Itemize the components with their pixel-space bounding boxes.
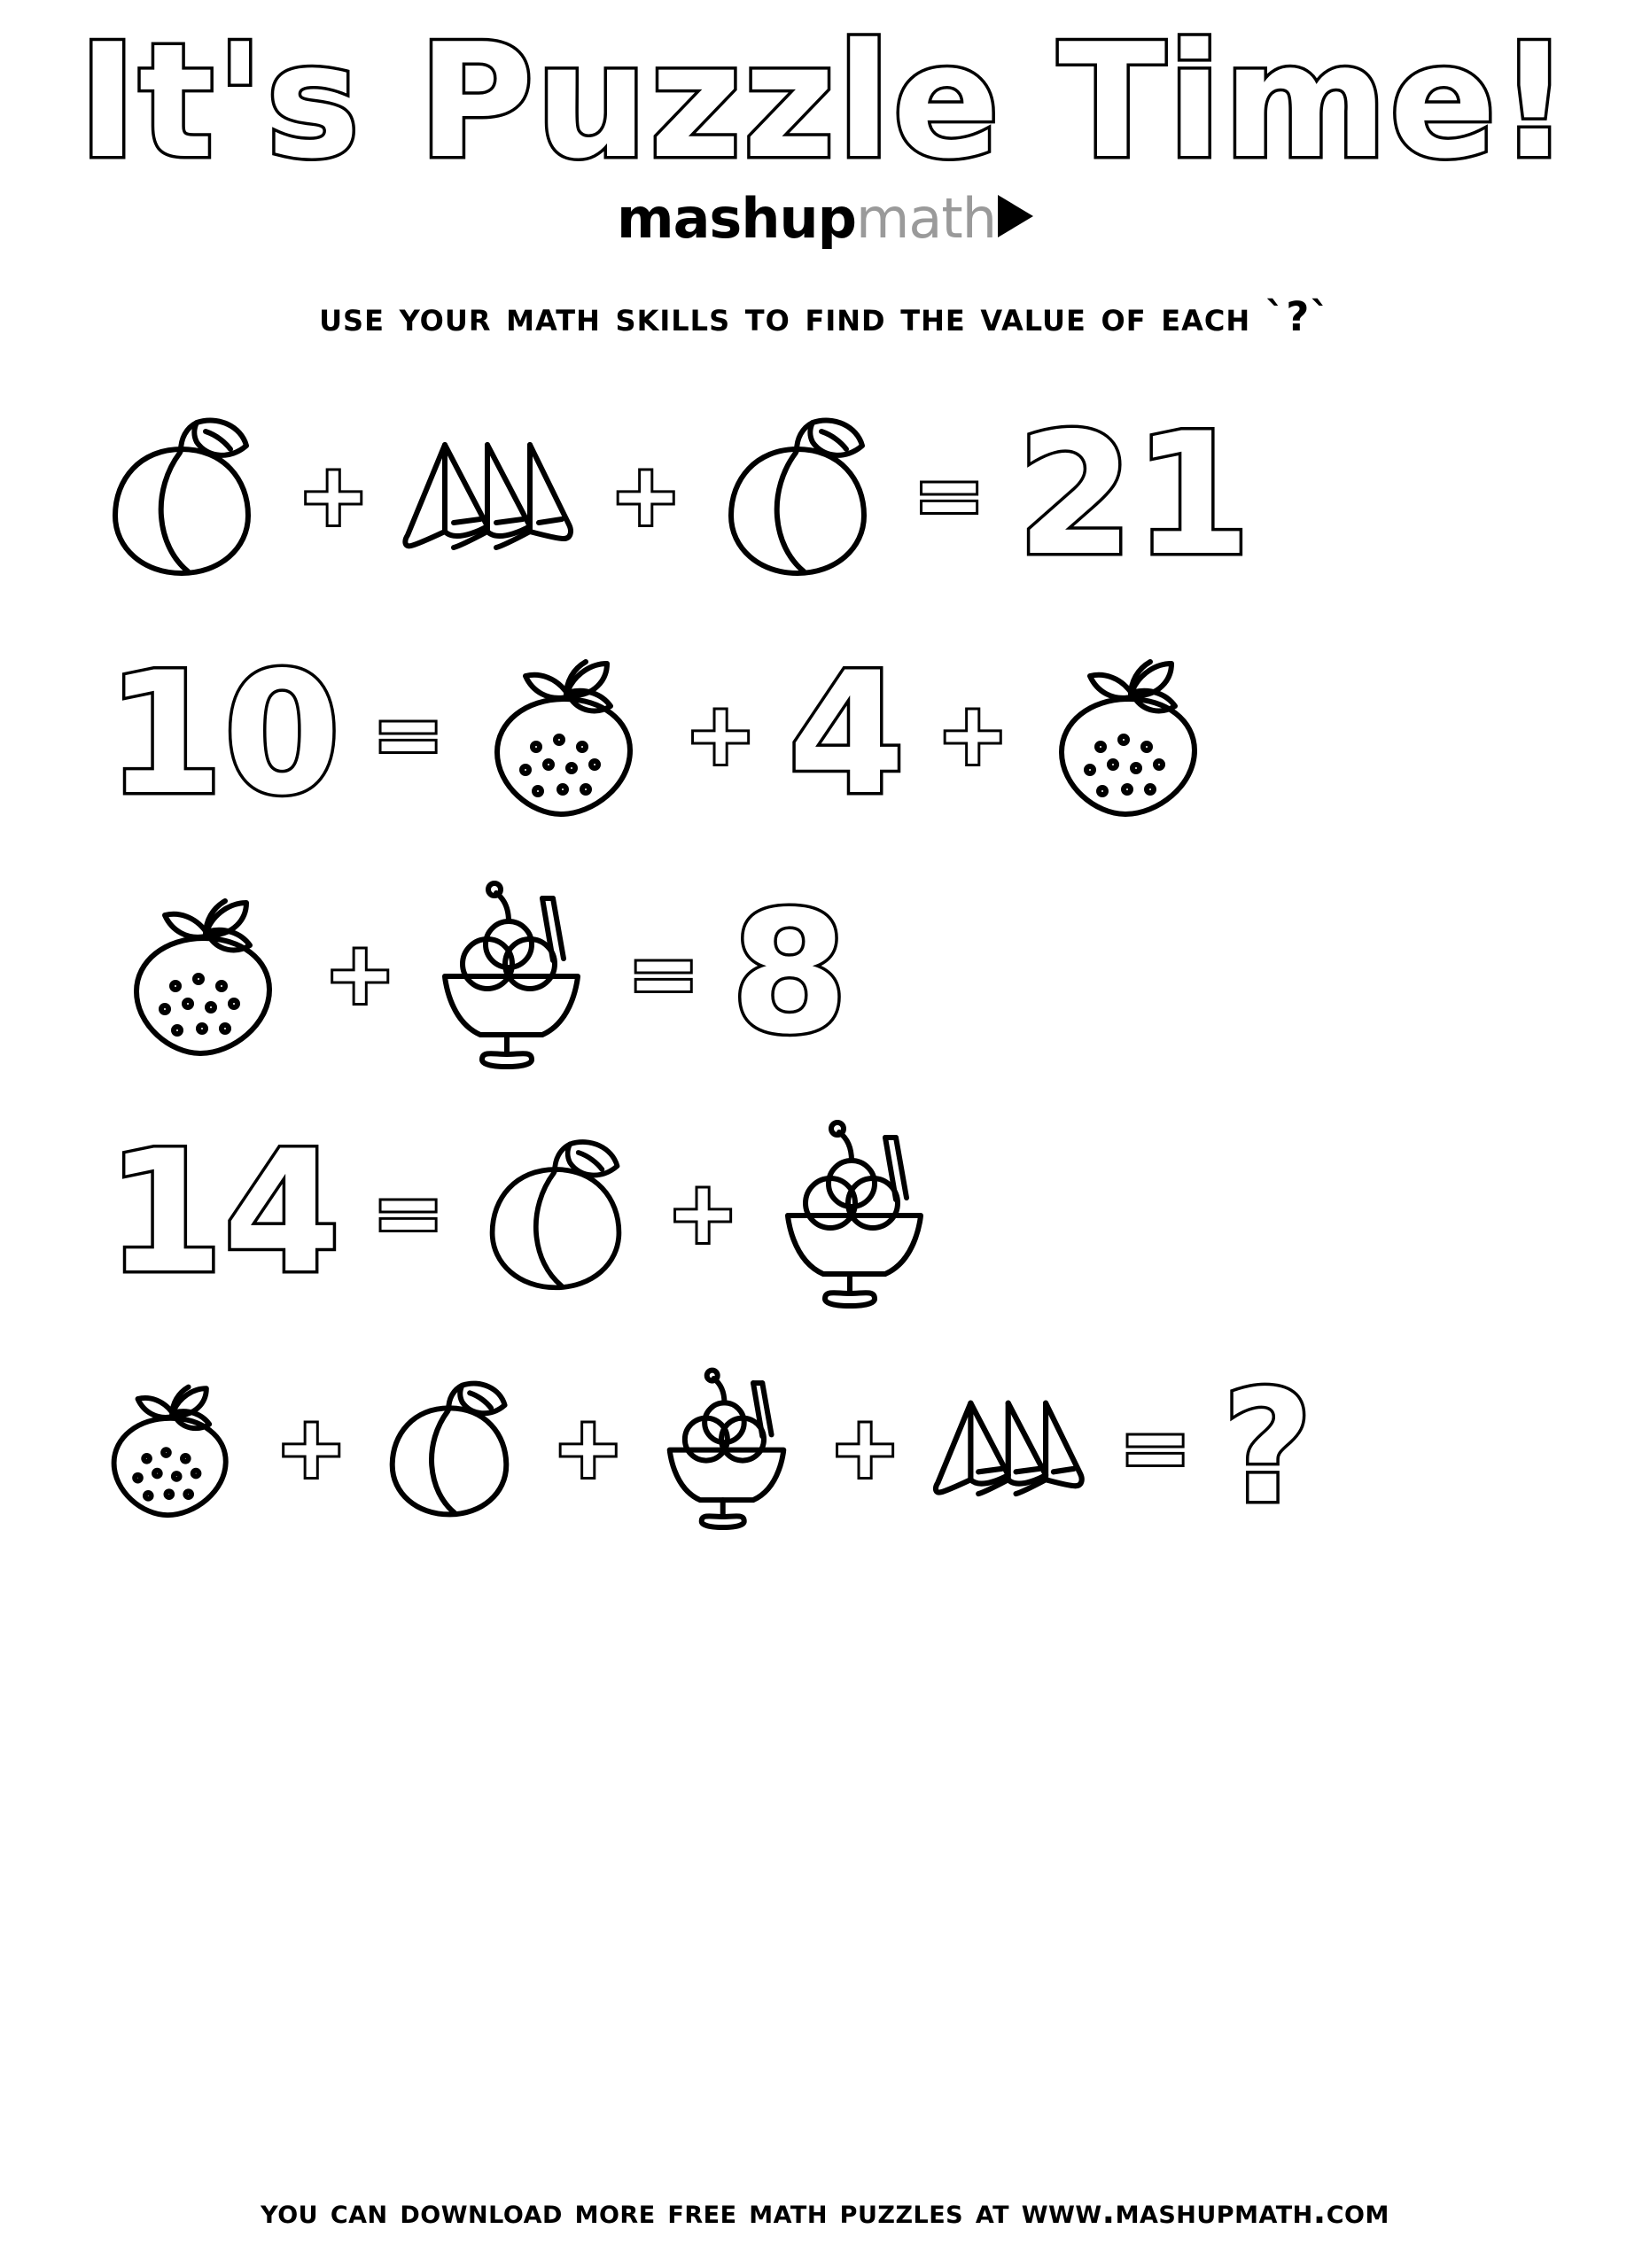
plus-operator: + xyxy=(324,924,396,1023)
plus-operator: + xyxy=(829,1398,901,1497)
watermelon-slices-icon xyxy=(923,1381,1096,1514)
page-title: It's Puzzle Time! xyxy=(78,10,1572,193)
plus-operator: + xyxy=(552,1398,624,1497)
equation-row-5 xyxy=(35,1332,1615,1563)
peach-icon xyxy=(89,407,275,584)
plus-operator: + xyxy=(610,446,681,545)
equals-operator: = xyxy=(1119,1398,1191,1497)
plus-operator: + xyxy=(298,446,370,545)
footer-text: you can download more free math puzzles at www.mashupmath.com xyxy=(261,2192,1389,2231)
plus-operator: + xyxy=(276,1398,347,1497)
equals-operator: = xyxy=(913,446,985,545)
peach-icon xyxy=(370,1371,529,1524)
title-block xyxy=(35,0,1615,193)
brand-mashup-text: mashup xyxy=(616,186,856,251)
peach-icon xyxy=(704,407,891,584)
equation-row-2 xyxy=(35,615,1615,854)
equals-operator: = xyxy=(627,924,699,1023)
plus-operator: + xyxy=(666,1163,739,1262)
ice-cream-sundae-icon xyxy=(647,1360,806,1535)
watermelon-slices-icon xyxy=(392,420,587,571)
strawberry-icon xyxy=(1031,637,1226,832)
equals-operator: = xyxy=(372,1163,444,1262)
strawberry-icon xyxy=(106,876,301,1071)
brand-math-text: math xyxy=(856,186,996,251)
number-10: 10 xyxy=(106,636,341,832)
play-triangle-icon xyxy=(998,195,1033,237)
ice-cream-sundae-icon xyxy=(418,872,604,1076)
strawberry-icon xyxy=(467,637,662,832)
plus-operator: + xyxy=(684,685,757,784)
instruction-text: use your math skills to find the value of each `?` xyxy=(319,293,1331,340)
peach-icon xyxy=(467,1127,644,1300)
equations-list xyxy=(35,376,1615,1563)
ice-cream-sundae-icon xyxy=(761,1111,947,1315)
brand-logo xyxy=(35,186,1615,251)
number-21: 21 xyxy=(1016,397,1251,593)
number-4: 4 xyxy=(788,636,906,832)
plus-operator: + xyxy=(937,685,1008,784)
equation-row-1 xyxy=(35,376,1615,615)
question-mark-answer: ? xyxy=(1222,1357,1313,1538)
number-14: 14 xyxy=(106,1115,341,1310)
strawberry-icon xyxy=(89,1366,253,1530)
number-8: 8 xyxy=(730,875,849,1071)
equals-operator: = xyxy=(372,685,444,784)
equation-row-4 xyxy=(35,1093,1615,1332)
equation-row-3 xyxy=(35,854,1615,1093)
